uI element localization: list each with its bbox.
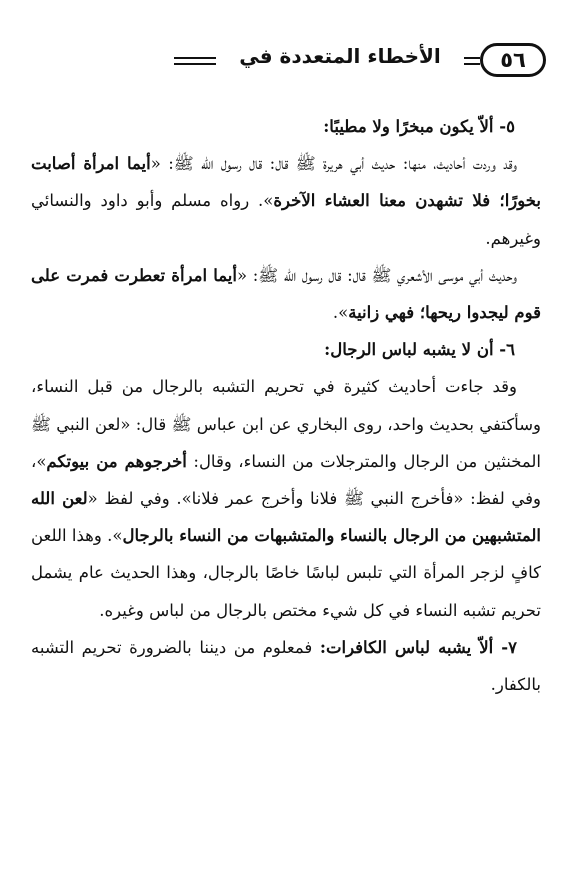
paragraph-abu-hurayra — [31, 145, 541, 257]
hadith-text: أخرجوهم من بيوتكم — [46, 451, 187, 471]
paragraph-text: ». — [332, 303, 349, 323]
item-7-paragraph — [31, 629, 541, 703]
hadith-text: أيما امرأة أصابت بخورًا؛ فلا تشهدن معنا العشاء الآخرة — [31, 154, 542, 211]
running-title: الأخطاء المتعددة في — [239, 44, 441, 68]
paragraph-ibn-abbas — [31, 368, 541, 628]
paragraph-text: وقد وردت أحاديث، منها: حديث أبي هريرة ﷺ قال: قال رسول الله ﷺ: « — [150, 154, 518, 174]
paragraph-text: ». رواه مسلم وأبو داود والنسائي وغيرهم. — [31, 191, 541, 248]
page-body — [31, 108, 541, 703]
paragraph-text: »، وفي لفظ: «فأخرج النبي ﷺ فلانا وأخرج عمر فلانا». وفي لفظ « — [31, 451, 541, 509]
header-rule-left — [174, 57, 216, 65]
running-header — [26, 40, 546, 84]
paragraph-text: فمعلوم من ديننا بالضرورة تحريم التشبه بالكفار. — [31, 637, 541, 695]
header-rule-right — [464, 57, 480, 65]
paragraph-abu-musa — [31, 257, 541, 331]
page-number: ٥٦ — [480, 43, 546, 77]
paragraph-text: وحديث أبي موسى الأشعري ﷺ قال: قال رسول الله ﷺ: « — [236, 265, 518, 285]
hadith-text: لعن الله المتشبهين من الرجال بالنساء والمتشبهات من النساء بالرجال — [31, 489, 541, 546]
item-5-heading: ٥- ألاّ يكون مبخرًا ولا مطيبًا: — [323, 117, 515, 136]
item-7-heading: ٧- ألاّ يشبه لباس الكافرات: — [319, 637, 517, 657]
item-6-heading: ٦- أن لا يشبه لباس الرجال: — [324, 340, 515, 360]
hadith-text: أيما امرأة تعطرت فمرت على قوم ليجدوا ريحها؛ فهي زانية — [31, 265, 541, 323]
paragraph-text: ». وهذا اللعن كافٍ لزجر المرأة التي تلبس لباسًا خاصًا بالرجال، وهذا الحديث عام يشمل تحريم تشبه النساء في كل شيء مختص بالرجال من لباس وغيره. — [31, 526, 541, 620]
paragraph-text: وقد جاءت أحاديث كثيرة في تحريم التشبه بالرجال من قبل النساء، وسأكتفي بحديث واحد، روى البخاري عن ابن عباس ﷺ قال: «لعن النبي ﷺ المخنثين من الرجال والمترجلات من النساء، وقال: — [31, 377, 542, 471]
